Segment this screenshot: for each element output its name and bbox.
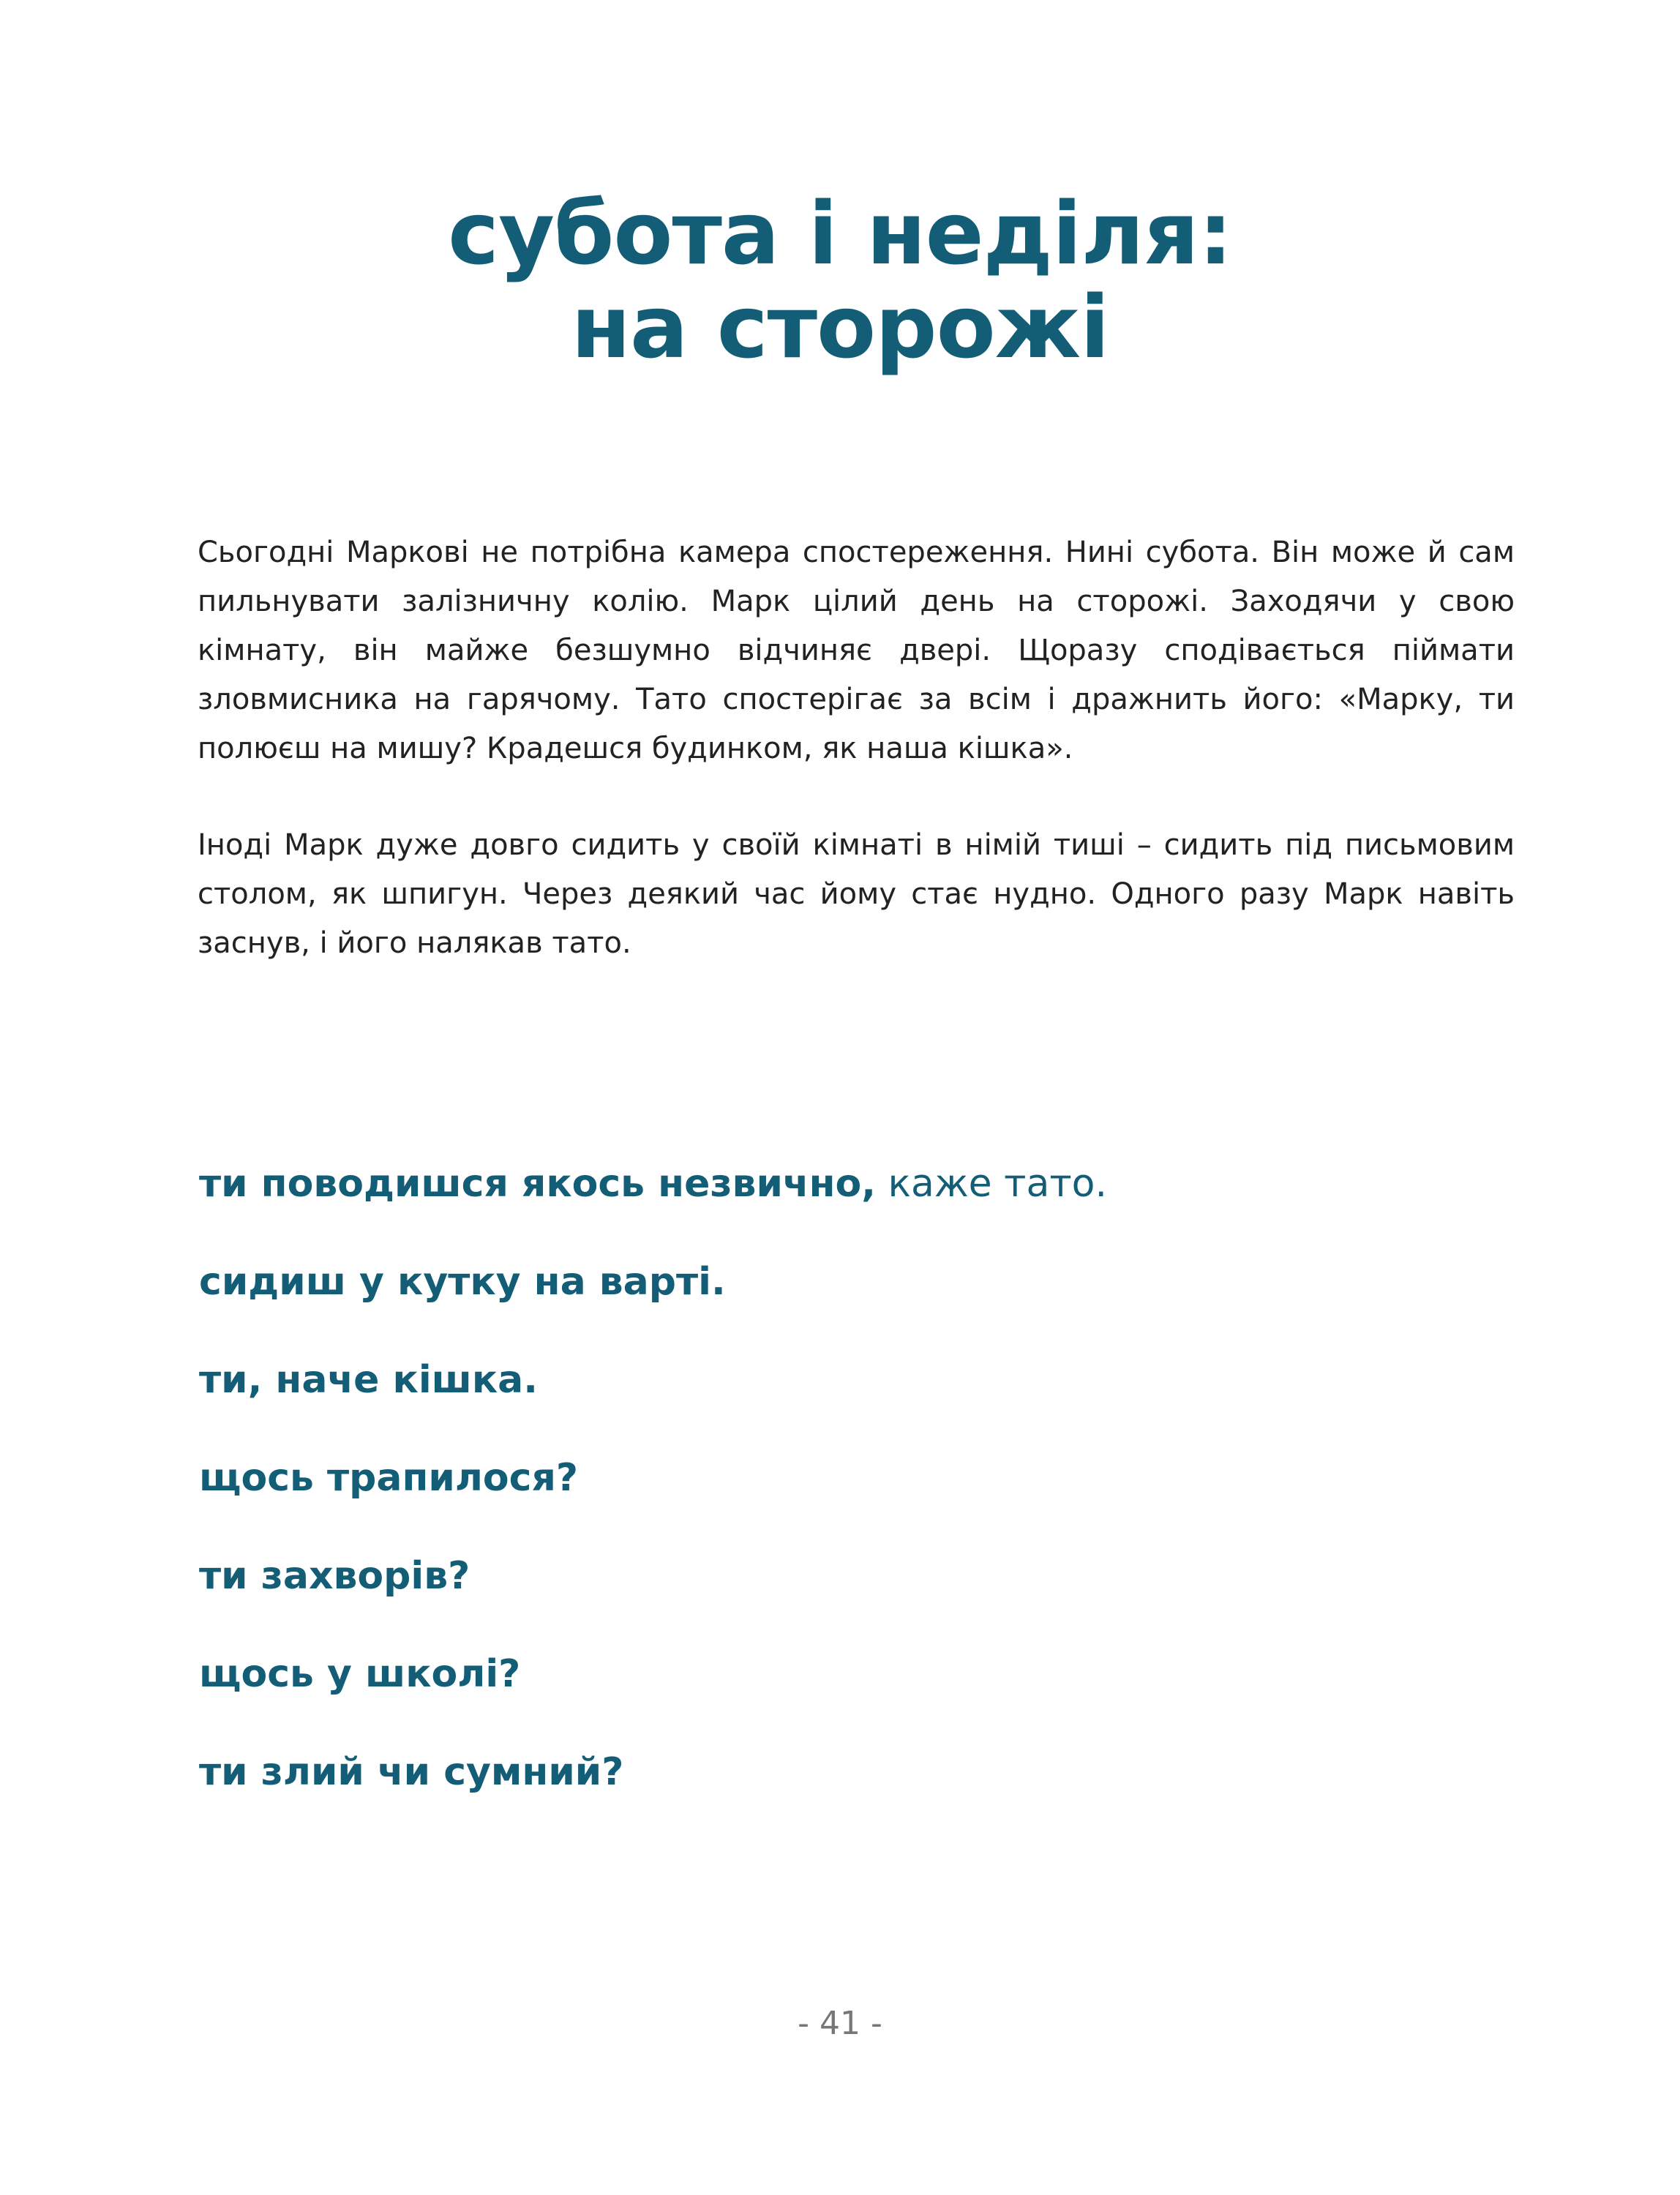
dialog-line-7: ти злий чи сумний? — [199, 1750, 624, 1794]
dialog-line-1-attribution: каже тато. — [876, 1162, 1107, 1206]
title-line-2: на сторожі — [571, 277, 1109, 378]
dialog-line-4: щось трапилося? — [199, 1456, 579, 1500]
dialog-line-6: щось у школі? — [199, 1652, 521, 1696]
page-title — [0, 183, 1680, 378]
title-line-1: субота і неділя: — [448, 183, 1232, 284]
paragraph-2: Іноді Марк дуже довго сидить у своїй кімнаті в німій тиші – сидить під письмовим столом, як шпигун. Через деякий час йому стає нудно. Одного разу Марк навіть заснув, і його налякав тато. — [198, 828, 1515, 960]
dialog-line-3: ти, наче кішка. — [199, 1358, 538, 1402]
paragraph-1: Сьогодні Маркові не потрібна камера спостереження. Нині субота. Він може й сам пильнувати залізничну колію. Марк цілий день на сторожі. Заходячи у свою кімнату, він майже безшумно відчиняє двері. Щоразу сподівається піймати зловмисника на гарячому. Тато спостерігає за всім і дражнить його: «Марку, ти полюєш на мишу? Крадешся будинком, як наша кішка». — [198, 536, 1515, 765]
dialog-line-1-speech: ти поводишся якось незвично, — [199, 1162, 877, 1206]
dialog-line-2: сидиш у кутку на варті. — [199, 1260, 726, 1304]
page-number: - 41 - — [798, 2005, 882, 2042]
dialog-line-1 — [199, 1158, 1107, 1209]
dialog-line-5: ти захворів? — [199, 1554, 470, 1598]
